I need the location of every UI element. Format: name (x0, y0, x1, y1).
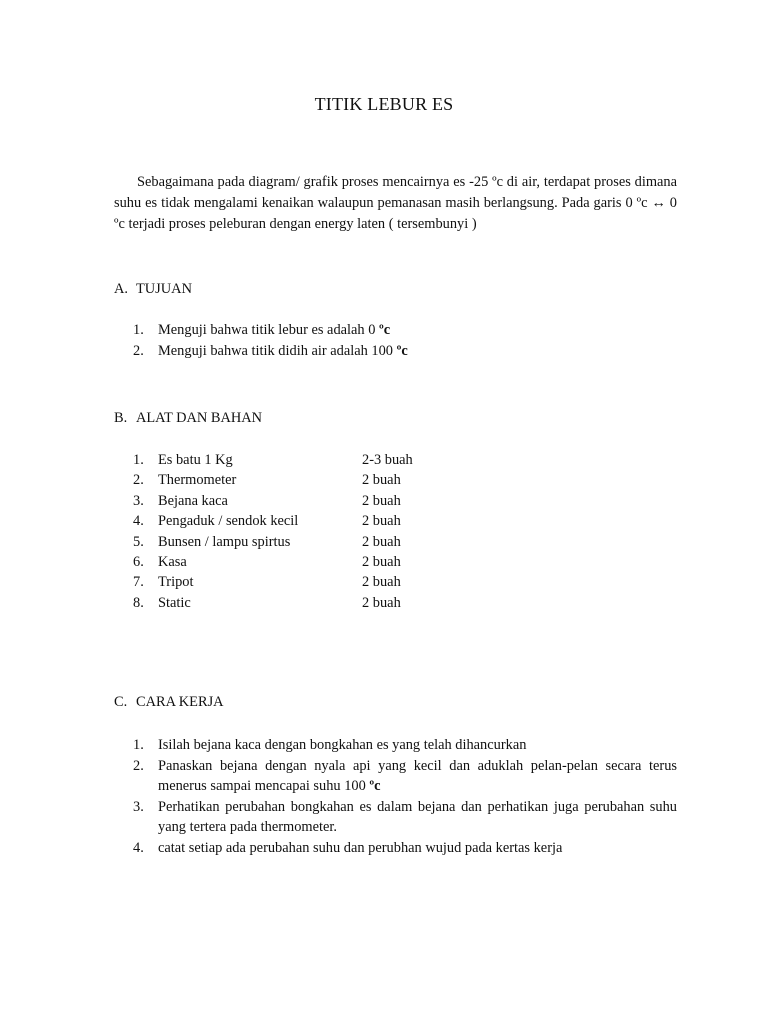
material-name: Es batu 1 Kg (158, 452, 233, 468)
item-number: 1. (133, 737, 144, 753)
item-text (158, 341, 677, 362)
item-text: Isilah bejana kaca dengan bongkahan es yang telah dihancurkan (158, 737, 527, 753)
item-number: 1. (133, 452, 144, 468)
item-text-body: Panaskan bejana dengan nyala api yang kecil dan aduklah pelan-pelan secara terus menerus sampai mencapai suhu 100 (158, 757, 677, 794)
material-qty: 2 buah (362, 513, 401, 530)
item-text (158, 320, 677, 341)
material-name: Pengaduk / sendok kecil (158, 513, 299, 530)
material-qty: 2 buah (362, 533, 401, 550)
item-unit: ºc (369, 778, 381, 794)
materials-list (133, 450, 677, 613)
item-number: 3. (133, 492, 144, 509)
material-qty: 2 buah (362, 492, 401, 509)
material-row (133, 532, 677, 552)
item-number: 8. (133, 594, 144, 611)
material-name: Thermometer (158, 472, 237, 489)
section-c-letter: C. (114, 694, 128, 710)
item-text: Perhatikan perubahan bongkahan es dalam bejana dan perhatikan juga perubahan suhu yang tertera pada thermometer. (158, 798, 677, 835)
item-number: 4. (133, 839, 144, 856)
material-qty: 2 buah (362, 472, 401, 489)
item-number: 2. (133, 342, 144, 359)
item-number: 5. (133, 533, 144, 550)
material-qty: 2 buah (362, 574, 401, 591)
material-row (133, 572, 677, 592)
item-number: 1. (133, 322, 144, 338)
list-item (133, 838, 677, 859)
material-row (133, 491, 677, 511)
list-item (133, 797, 677, 838)
item-unit: ºc (396, 342, 408, 359)
intro-paragraph (114, 172, 677, 235)
section-a-title: TUJUAN (136, 281, 192, 297)
list-item (133, 341, 677, 362)
material-row (133, 511, 677, 531)
item-text (158, 756, 677, 797)
material-name: Tripot (158, 574, 194, 591)
material-row (133, 450, 677, 470)
item-number: 3. (133, 798, 144, 815)
list-item (133, 735, 677, 756)
material-qty: 2 buah (362, 594, 401, 611)
intro-text: Sebagaimana pada diagram/ grafik proses mencairnya es -25 ºc di air, terdapat proses dimana suhu es tidak mengalami kenaikan walaupun pemanasan masih berlangsung. Pada garis 0 ºc ↔ 0 ºc terjadi proses peleburan dengan energy laten ( tersembunyi ) (114, 174, 677, 232)
section-c-heading (114, 694, 677, 711)
material-row (133, 593, 677, 613)
material-qty: 2 buah (362, 554, 401, 571)
material-name: Bunsen / lampu spirtus (158, 533, 291, 550)
item-text-body: Menguji bahwa titik lebur es adalah 0 (158, 322, 379, 338)
item-text-body: Menguji bahwa titik didih air adalah 100 (158, 342, 397, 359)
item-number: 2. (133, 757, 144, 774)
material-name: Kasa (158, 554, 187, 571)
procedure-list (133, 735, 677, 858)
item-number: 7. (133, 574, 144, 591)
material-name: Bejana kaca (158, 492, 228, 509)
material-row (133, 470, 677, 490)
item-unit: ºc (379, 322, 391, 338)
material-row (133, 552, 677, 572)
item-number: 6. (133, 554, 144, 571)
document-title: TITIK LEBUR ES (314, 94, 454, 114)
tujuan-list (133, 320, 677, 361)
item-number: 2. (133, 472, 144, 489)
material-name: Static (158, 594, 191, 611)
section-c-title: CARA KERJA (136, 694, 224, 710)
item-text: catat setiap ada perubahan suhu dan perubhan wujud pada kertas kerja (158, 839, 563, 856)
section-b-heading (114, 410, 677, 427)
section-a-heading (114, 281, 677, 298)
item-number: 4. (133, 513, 144, 530)
section-b-title: ALAT DAN BAHAN (136, 410, 263, 426)
section-a-letter: A. (114, 281, 128, 297)
list-item (133, 320, 677, 341)
list-item (133, 756, 677, 797)
material-qty: 2-3 buah (362, 452, 413, 468)
section-b-letter: B. (114, 410, 128, 426)
